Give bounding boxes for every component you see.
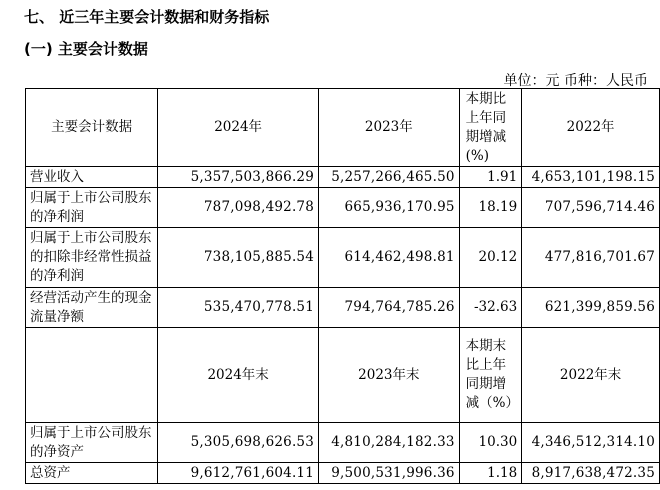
value-2022: 707,596,714.46 — [522, 188, 660, 228]
value-2024: 5,305,698,626.53 — [158, 423, 319, 463]
header-change-pct: 本期比上年同期增减(%) — [459, 89, 522, 167]
value-2024: 535,470,778.51 — [158, 288, 319, 328]
unit-currency-line: 单位：元 币种：人民币 — [503, 73, 648, 89]
value-2023: 794,764,785.26 — [319, 288, 460, 328]
value-change: -32.63 — [459, 288, 522, 328]
section-title: 七、 近三年主要会计数据和财务指标 — [24, 8, 270, 26]
value-2022: 4,346,512,314.10 — [522, 423, 660, 463]
row-label: 归属于上市公司股东的净利润 — [26, 188, 158, 228]
value-2022: 8,917,638,472.35 — [522, 463, 660, 484]
header-2022-end: 2022年末 — [522, 328, 660, 423]
value-change: 10.30 — [459, 423, 522, 463]
value-2023: 4,810,284,182.33 — [319, 423, 460, 463]
header-2023: 2023年 — [319, 89, 460, 167]
header-item: 主要会计数据 — [26, 89, 158, 167]
table-header-row-year-end — [26, 328, 660, 423]
value-2022: 4,653,101,198.15 — [522, 167, 660, 188]
value-2023: 614,462,498.81 — [319, 228, 460, 288]
header-2024: 2024年 — [158, 89, 319, 167]
value-change: 1.91 — [459, 167, 522, 188]
header-change-pct-end: 本期末比上年同期增减（%） — [459, 328, 522, 423]
header-2024-end: 2024年末 — [158, 328, 319, 423]
row-label: 营业收入 — [26, 167, 158, 188]
value-2023: 665,936,170.95 — [319, 188, 460, 228]
value-2023: 5,257,266,465.50 — [319, 167, 460, 188]
value-2024: 787,098,492.78 — [158, 188, 319, 228]
value-change: 1.18 — [459, 463, 522, 484]
value-2024: 5,357,503,866.29 — [158, 167, 319, 188]
value-change: 18.19 — [459, 188, 522, 228]
value-2024: 738,105,885.54 — [158, 228, 319, 288]
header-item-blank — [26, 328, 158, 423]
header-2023-end: 2023年末 — [319, 328, 460, 423]
value-2022: 621,399,859.56 — [522, 288, 660, 328]
accounting-data-table — [25, 88, 660, 484]
value-2024: 9,612,761,604.11 — [158, 463, 319, 484]
table-row — [26, 423, 660, 463]
header-2022: 2022年 — [522, 89, 660, 167]
table-row — [26, 463, 660, 484]
table-row — [26, 188, 660, 228]
subsection-title: (一) 主要会计数据 — [24, 40, 148, 58]
value-2022: 477,816,701.67 — [522, 228, 660, 288]
value-change: 20.12 — [459, 228, 522, 288]
row-label: 总资产 — [26, 463, 158, 484]
row-label: 归属于上市公司股东的扣除非经常性损益的净利润 — [26, 228, 158, 288]
table-row — [26, 228, 660, 288]
table-header-row — [26, 89, 660, 167]
value-2023: 9,500,531,996.36 — [319, 463, 460, 484]
row-label: 经营活动产生的现金流量净额 — [26, 288, 158, 328]
row-label: 归属于上市公司股东的净资产 — [26, 423, 158, 463]
table-row — [26, 167, 660, 188]
table-row — [26, 288, 660, 328]
